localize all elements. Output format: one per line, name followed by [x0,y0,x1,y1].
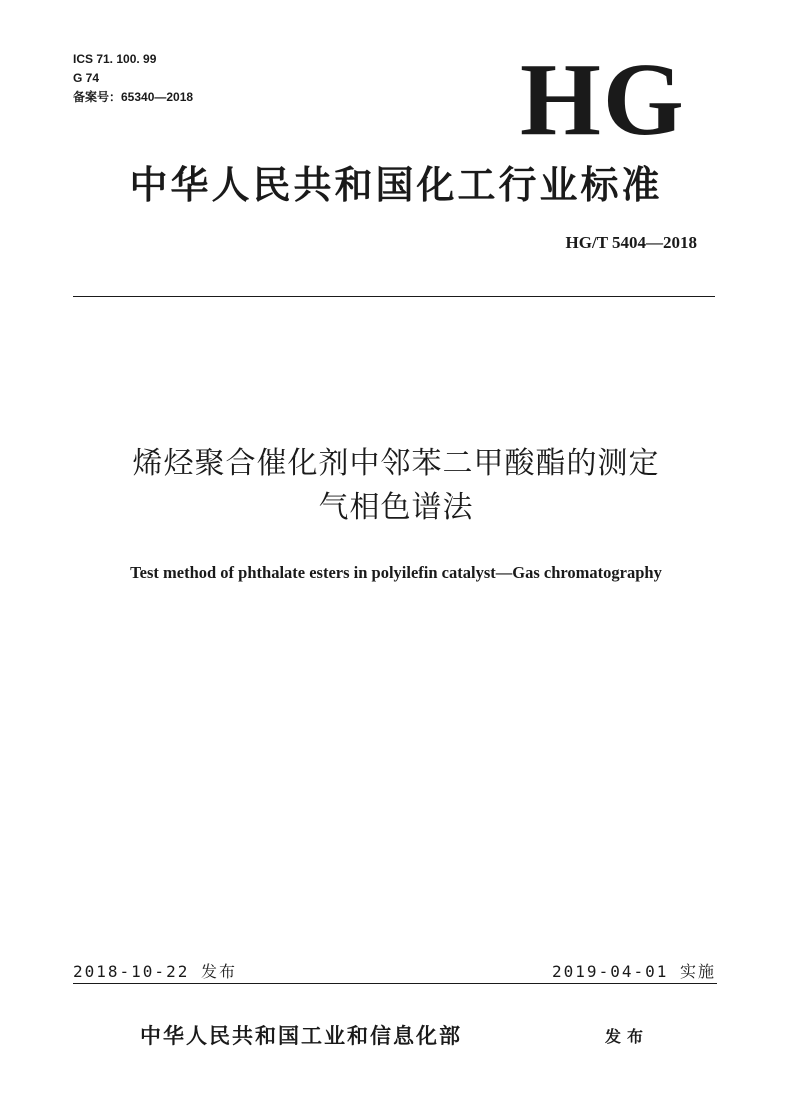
hg-logo: HG [520,42,686,157]
record-number: 备案号：65340—2018 [73,90,194,104]
english-title: Test method of phthalate esters in polyilefin catalyst—Gas chromatography [130,563,662,582]
publisher-name: 中华人民共和国工业和信息化部 [140,1023,462,1048]
document-metadata [73,50,193,107]
chinese-title-line-1: 烯烃聚合催化剂中邻苯二甲酸酯的测定 [132,446,660,481]
chinese-title-line-2: 气相色谱法 [318,490,474,525]
issue-date: 2018-10-22 发布 [73,962,237,981]
top-divider [73,296,715,297]
ics-code: ICS 71. 100. 99 [73,52,157,66]
publish-label: 发布 [605,1027,650,1046]
classification-code: G 74 [73,71,100,85]
bottom-divider [73,983,717,984]
standard-category-title: 中华人民共和国化工行业标准 [129,162,663,207]
implementation-date: 2019-04-01 实施 [552,962,716,981]
standard-code: HG/T 5404—2018 [565,233,697,252]
